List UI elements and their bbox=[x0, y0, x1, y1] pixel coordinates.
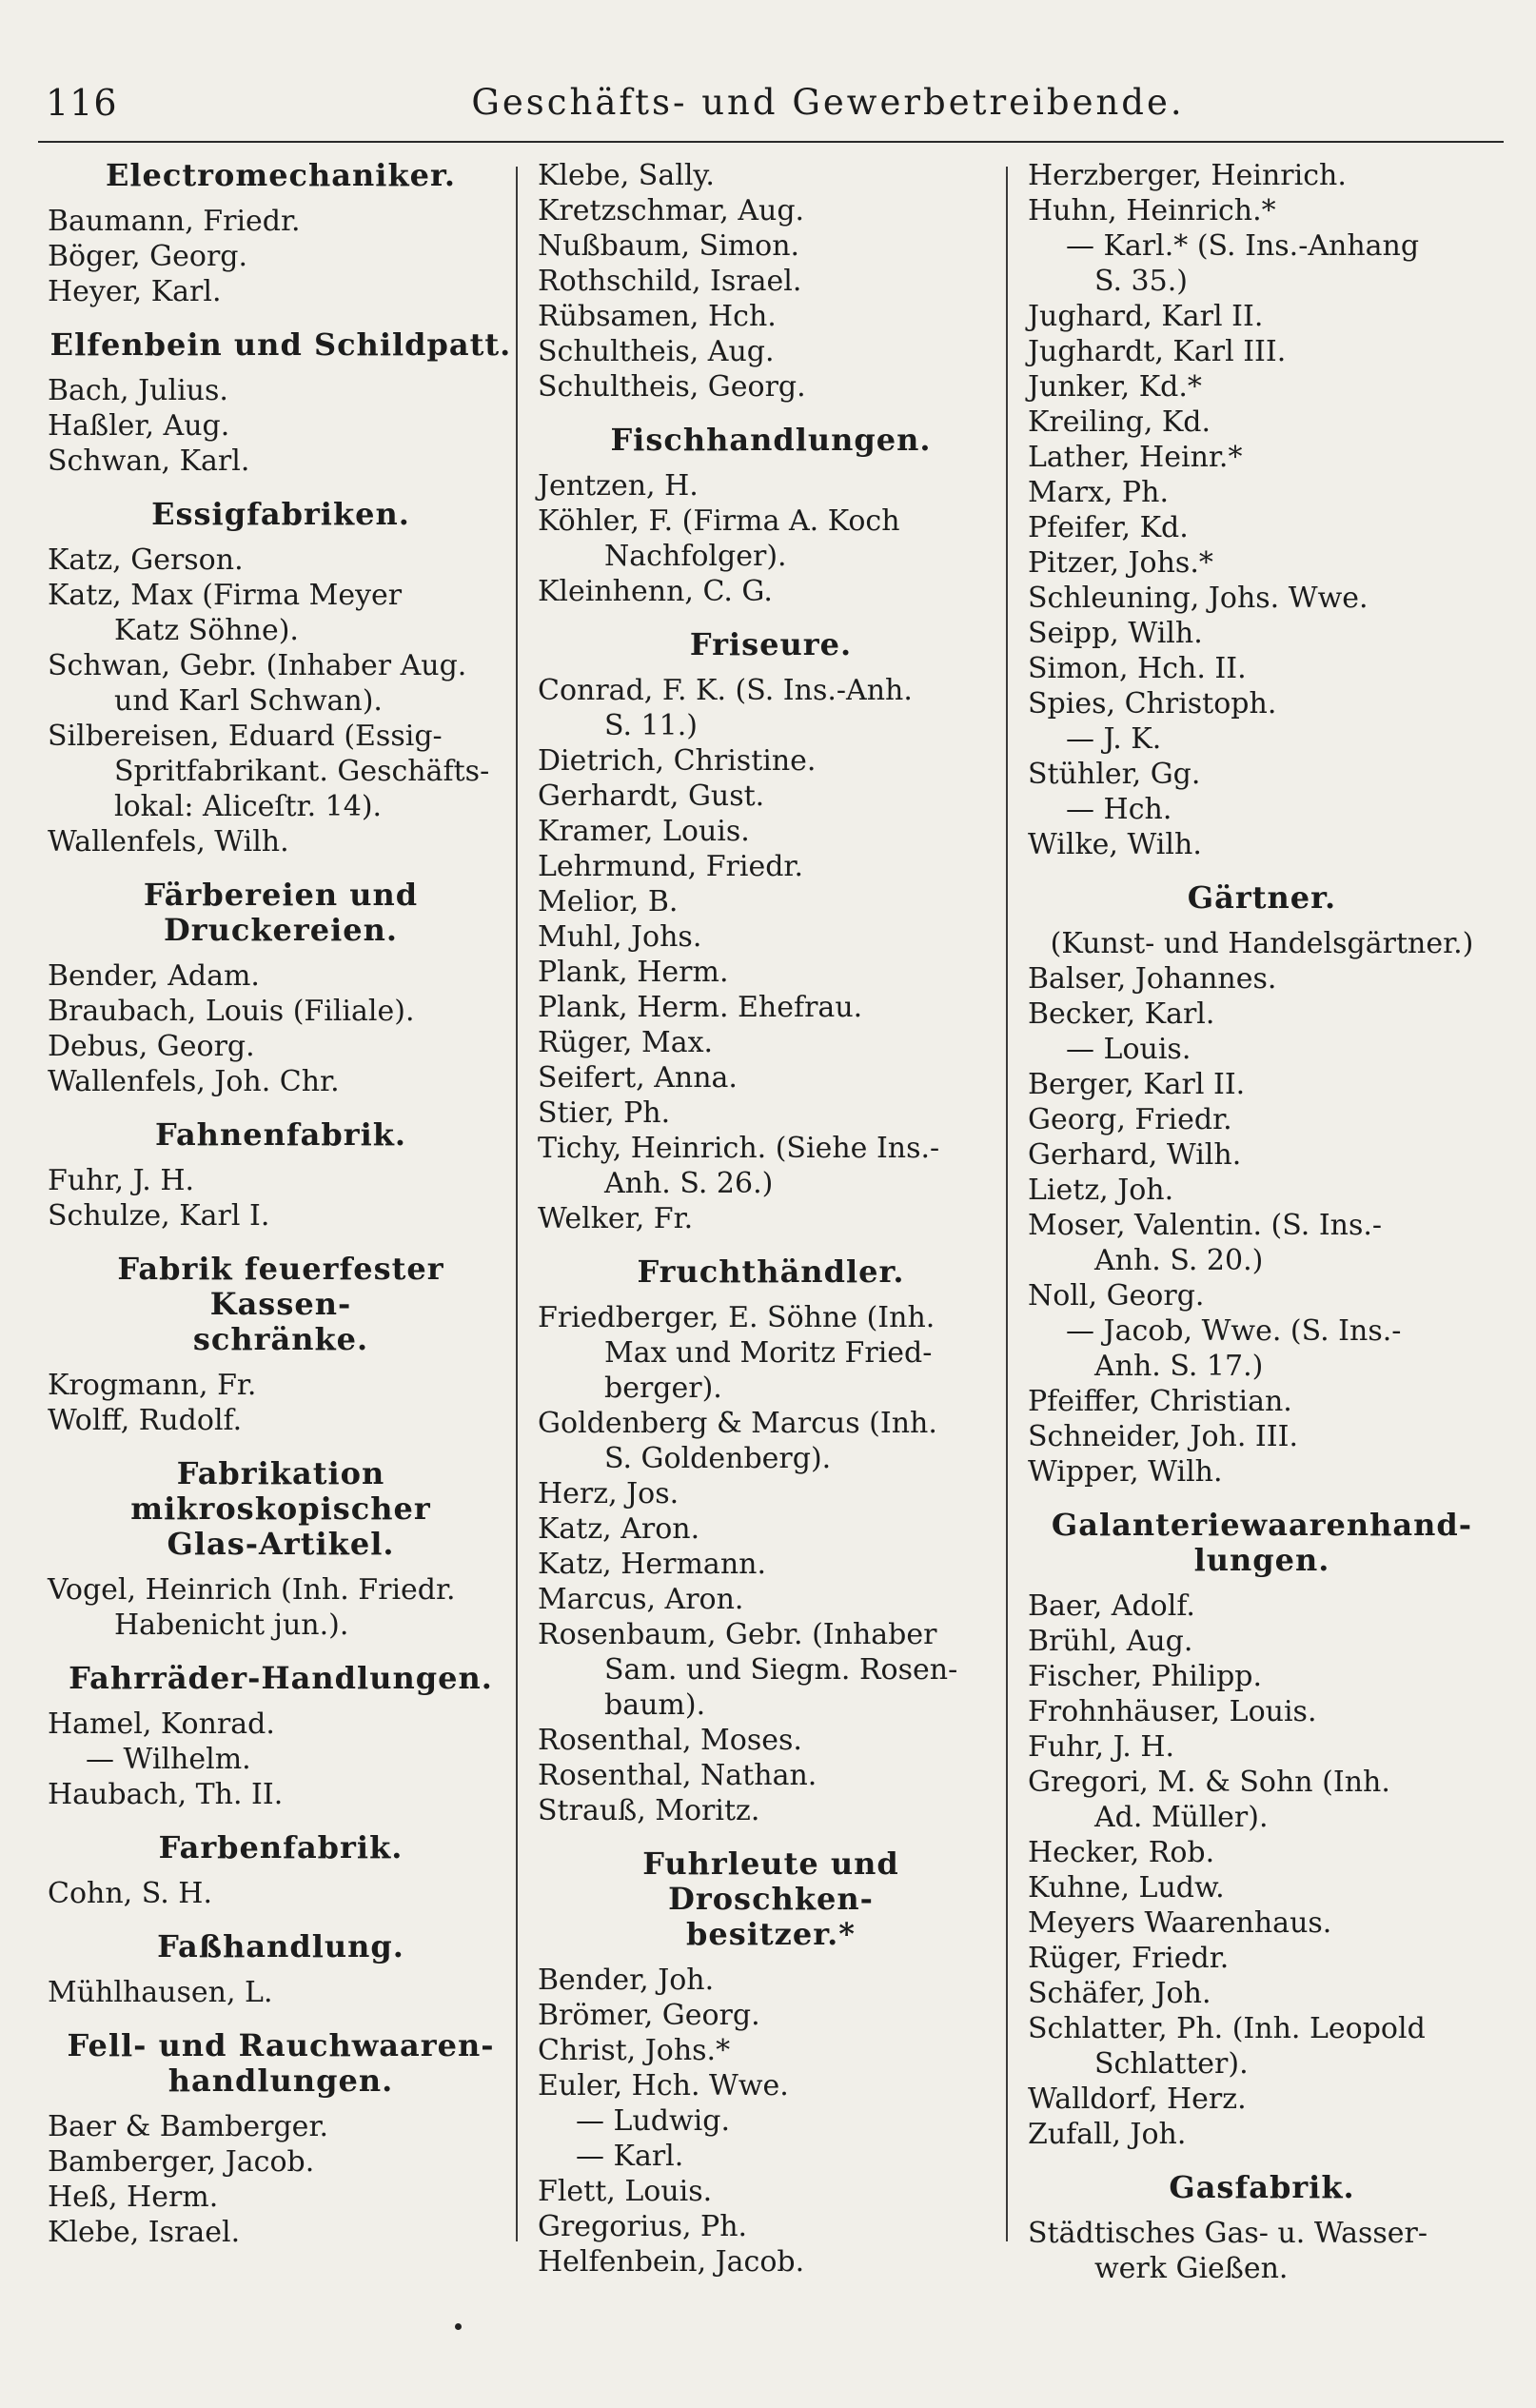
directory-entry: Jughardt, Karl III. bbox=[1028, 335, 1287, 368]
directory-entry: Bach, Julius. bbox=[48, 374, 228, 407]
directory-entry: Plank, Herm. bbox=[538, 956, 729, 989]
section-heading: Fabrikation mikroskopischer bbox=[130, 1455, 431, 1527]
section-heading: Fell- und Rauchwaaren- bbox=[67, 2027, 495, 2063]
directory-entry: Böger, Georg. bbox=[48, 240, 248, 273]
directory-entry: Haßler, Aug. bbox=[48, 409, 230, 443]
directory-entry: Wilke, Wilh. bbox=[1028, 828, 1202, 861]
section-heading: Färbereien und Druckereien. bbox=[143, 877, 419, 948]
directory-entry: — Wilhelm. bbox=[86, 1743, 251, 1776]
directory-entry: Schwan, Karl. bbox=[48, 444, 250, 478]
directory-entry: Hamel, Konrad. bbox=[48, 1707, 275, 1741]
directory-entry: Gregori, M. & Sohn (Inh. bbox=[1028, 1766, 1390, 1799]
directory-entry: — Louis. bbox=[1066, 1033, 1191, 1066]
section-heading: Glas-Artikel. bbox=[167, 1526, 395, 1562]
directory-entry: Jentzen, H. bbox=[538, 469, 699, 503]
running-head: Geschäfts- und Gewerbetreibende. bbox=[471, 82, 1185, 123]
directory-entry: Rosenbaum, Gebr. (Inhaber bbox=[538, 1618, 937, 1651]
directory-entry: Wallenfels, Wilh. bbox=[48, 825, 289, 859]
directory-entry: Rothschild, Israel. bbox=[538, 265, 802, 298]
section-heading: schränke. bbox=[192, 1321, 369, 1357]
directory-entry: Goldenberg & Marcus (Inh. bbox=[538, 1407, 937, 1440]
directory-entry: Herzberger, Heinrich. bbox=[1028, 159, 1347, 192]
section-heading: Fahnenfabrik. bbox=[154, 1116, 407, 1153]
directory-entry: Haubach, Th. II. bbox=[48, 1778, 284, 1811]
directory-entry: Muhl, Johs. bbox=[538, 920, 702, 954]
directory-entry: Tichy, Heinrich. (Siehe Ins.- bbox=[538, 1132, 940, 1165]
section-heading: Farbenfabrik. bbox=[158, 1829, 404, 1865]
directory-entry: Helfenbein, Jacob. bbox=[538, 2245, 805, 2279]
directory-entry-continuation: Nachfolger). bbox=[604, 540, 787, 573]
directory-entry: Lather, Heinr.* bbox=[1028, 441, 1243, 474]
section-heading: besitzer.* bbox=[685, 1916, 856, 1952]
directory-entry: Lehrmund, Friedr. bbox=[538, 850, 803, 883]
directory-entry: Baer & Bamberger. bbox=[48, 2110, 329, 2143]
directory-entry: Debus, Georg. bbox=[48, 1030, 255, 1063]
directory-entry: Rüger, Friedr. bbox=[1028, 1942, 1230, 1975]
directory-entry: Huhn, Heinrich.* bbox=[1028, 194, 1276, 227]
directory-entry: Lietz, Joh. bbox=[1028, 1174, 1174, 1207]
directory-entry: Fuhr, J. H. bbox=[1028, 1730, 1175, 1764]
directory-entry: Stühler, Gg. bbox=[1028, 758, 1201, 791]
section-heading: Essigfabriken. bbox=[151, 496, 410, 532]
page-header bbox=[38, 76, 1504, 133]
directory-entry: Pfeiffer, Christian. bbox=[1028, 1385, 1292, 1418]
directory-entry-continuation: S. 35.) bbox=[1094, 265, 1188, 298]
directory-entry-continuation: Schlatter). bbox=[1094, 2047, 1249, 2081]
directory-entry-continuation: Max und Moritz Fried- bbox=[604, 1336, 933, 1370]
directory-entry-continuation: S. 11.) bbox=[604, 709, 698, 742]
directory-entry: Städtisches Gas- u. Wasser- bbox=[1028, 2217, 1428, 2250]
directory-entry: Brühl, Aug. bbox=[1028, 1625, 1193, 1658]
directory-entry: Walldorf, Herz. bbox=[1028, 2082, 1247, 2116]
directory-entry: Bamberger, Jacob. bbox=[48, 2145, 315, 2179]
directory-entry: Vogel, Heinrich (Inh. Friedr. bbox=[48, 1573, 456, 1607]
directory-entry: Marcus, Aron. bbox=[538, 1583, 744, 1616]
section-heading: Friseure. bbox=[689, 626, 853, 662]
directory-entry: Jughard, Karl II. bbox=[1028, 300, 1264, 333]
directory-entry: Frohnhäuser, Louis. bbox=[1028, 1695, 1317, 1728]
directory-entry: Fischer, Philipp. bbox=[1028, 1660, 1263, 1693]
section-heading: Fabrik feuerfester Kassen- bbox=[117, 1251, 444, 1322]
directory-entry: Schneider, Joh. III. bbox=[1028, 1420, 1298, 1453]
directory-entry: Wipper, Wilh. bbox=[1028, 1455, 1223, 1489]
section-heading: Fruchthändler. bbox=[637, 1253, 905, 1290]
directory-entry-continuation: baum). bbox=[604, 1688, 706, 1722]
directory-entry: Rosenthal, Nathan. bbox=[538, 1759, 817, 1792]
directory-entry: Flett, Louis. bbox=[538, 2175, 713, 2208]
directory-entry: Marx, Ph. bbox=[1028, 476, 1169, 509]
section-heading: Gärtner. bbox=[1187, 879, 1337, 916]
directory-entry: — Ludwig. bbox=[576, 2104, 730, 2138]
directory-entry-continuation: und Karl Schwan). bbox=[114, 684, 383, 718]
print-speck bbox=[455, 2323, 462, 2330]
directory-entry: Schultheis, Aug. bbox=[538, 335, 775, 368]
directory-entry: Fuhr, J. H. bbox=[48, 1164, 195, 1197]
directory-entry: Klebe, Sally. bbox=[538, 159, 715, 192]
directory-entry: — Karl. bbox=[576, 2140, 684, 2173]
column-middle bbox=[538, 158, 1004, 2279]
directory-entry: Pfeifer, Kd. bbox=[1028, 511, 1189, 544]
directory-entry: Rüger, Max. bbox=[538, 1026, 714, 1059]
directory-entry: Berger, Karl II. bbox=[1028, 1068, 1246, 1101]
section-heading: Faßhandlung. bbox=[157, 1928, 404, 1964]
directory-entry: Gregorius, Ph. bbox=[538, 2210, 748, 2243]
column-divider bbox=[1006, 167, 1008, 2241]
directory-entry: Nußbaum, Simon. bbox=[538, 229, 800, 263]
directory-entry: Meyers Waarenhaus. bbox=[1028, 1906, 1332, 1940]
section-heading: handlungen. bbox=[167, 2063, 394, 2099]
directory-entry: Gerhardt, Gust. bbox=[538, 780, 765, 813]
section-note: (Kunst- und Handelsgärtner.) bbox=[1050, 927, 1474, 960]
directory-entry: Schlatter, Ph. (Inh. Leopold bbox=[1028, 2012, 1426, 2045]
directory-entry: Melior, B. bbox=[538, 885, 679, 918]
directory-entry: Katz, Aron. bbox=[538, 1512, 700, 1546]
directory-entry: Gerhard, Wilh. bbox=[1028, 1138, 1242, 1172]
directory-entry: Herz, Jos. bbox=[538, 1477, 679, 1510]
directory-entry-continuation: Sam. und Siegm. Rosen- bbox=[604, 1653, 958, 1687]
directory-entry: Brömer, Georg. bbox=[538, 1999, 760, 2032]
directory-entry: Zufall, Joh. bbox=[1028, 2118, 1187, 2151]
directory-entry: Strauß, Moritz. bbox=[538, 1794, 760, 1827]
directory-entry: — Hch. bbox=[1066, 793, 1172, 826]
directory-entry-continuation: lokal: Aliceſtr. 14). bbox=[114, 790, 383, 823]
directory-entry: Christ, Johs.* bbox=[538, 2034, 731, 2067]
directory-entry: Rübsamen, Hch. bbox=[538, 300, 777, 333]
directory-entry: Becker, Karl. bbox=[1028, 997, 1215, 1031]
directory-entry-continuation: Spritfabrikant. Geschäfts- bbox=[114, 755, 490, 788]
directory-entry: Wolff, Rudolf. bbox=[48, 1404, 243, 1437]
section-heading: lungen. bbox=[1193, 1542, 1330, 1578]
section-heading: Fischhandlungen. bbox=[610, 422, 932, 458]
section-heading: Galanteriewaarenhand- bbox=[1051, 1507, 1473, 1543]
column-right bbox=[1028, 158, 1496, 2285]
directory-entry: Katz, Gerson. bbox=[48, 543, 244, 577]
section-heading: Electromechaniker. bbox=[105, 157, 457, 193]
directory-entry: Georg, Friedr. bbox=[1028, 1103, 1232, 1136]
directory-entry: Schwan, Gebr. (Inhaber Aug. bbox=[48, 649, 467, 682]
directory-entry: Katz, Hermann. bbox=[538, 1548, 766, 1581]
directory-entry: Cohn, S. H. bbox=[48, 1877, 212, 1910]
directory-entry: Schleuning, Johs. Wwe. bbox=[1028, 582, 1369, 615]
directory-entry-continuation: Ad. Müller). bbox=[1094, 1801, 1269, 1834]
directory-entry: Bender, Joh. bbox=[538, 1964, 715, 1997]
directory-entry: Hecker, Rob. bbox=[1028, 1836, 1215, 1869]
directory-entry: — Karl.* (S. Ins.-Anhang bbox=[1066, 229, 1420, 263]
directory-entry: Bender, Adam. bbox=[48, 959, 260, 993]
directory-entry: Dietrich, Christine. bbox=[538, 744, 817, 778]
directory-entry: Klebe, Israel. bbox=[48, 2216, 241, 2249]
directory-entry: — J. K. bbox=[1066, 722, 1162, 756]
directory-entry: Baer, Adolf. bbox=[1028, 1589, 1195, 1623]
directory-entry: Seipp, Wilh. bbox=[1028, 617, 1203, 650]
directory-entry: Schultheis, Georg. bbox=[538, 370, 806, 404]
directory-entry: Junker, Kd.* bbox=[1028, 370, 1202, 404]
header-rule bbox=[38, 141, 1504, 143]
directory-entry: Pitzer, Johs.* bbox=[1028, 546, 1213, 580]
page-number: 116 bbox=[46, 82, 118, 124]
section-heading: Fuhrleute und Droschken- bbox=[642, 1845, 899, 1917]
directory-entry: Wallenfels, Joh. Chr. bbox=[48, 1065, 340, 1098]
directory-entry: Simon, Hch. II. bbox=[1028, 652, 1247, 685]
directory-entry-continuation: Habenicht jun.). bbox=[114, 1609, 349, 1642]
directory-entry: Stier, Ph. bbox=[538, 1096, 671, 1130]
directory-entry: Spies, Christoph. bbox=[1028, 687, 1277, 720]
directory-entry-continuation: S. Goldenberg). bbox=[604, 1442, 832, 1475]
directory-entry: Seifert, Anna. bbox=[538, 1061, 738, 1095]
directory-entry-continuation: werk Gießen. bbox=[1094, 2252, 1289, 2285]
directory-entry-continuation: Anh. S. 20.) bbox=[1094, 1244, 1264, 1277]
directory-entry: Schulze, Karl I. bbox=[48, 1199, 270, 1233]
directory-entry: Moser, Valentin. (S. Ins.- bbox=[1028, 1209, 1383, 1242]
directory-entry: Balser, Johannes. bbox=[1028, 962, 1277, 996]
directory-entry: Mühlhausen, L. bbox=[48, 1976, 273, 2009]
directory-entry: Schäfer, Joh. bbox=[1028, 1977, 1211, 2010]
directory-entry: Kretzschmar, Aug. bbox=[538, 194, 805, 227]
directory-entry: Braubach, Louis (Filiale). bbox=[48, 995, 415, 1028]
directory-entry: Noll, Georg. bbox=[1028, 1279, 1205, 1313]
directory-entry: Friedberger, E. Söhne (Inh. bbox=[538, 1301, 935, 1334]
directory-entry: Rosenthal, Moses. bbox=[538, 1724, 802, 1757]
directory-entry: Heyer, Karl. bbox=[48, 275, 222, 308]
column-left bbox=[48, 158, 514, 2252]
directory-entry: Krogmann, Fr. bbox=[48, 1369, 257, 1402]
directory-entry-continuation: Katz Söhne). bbox=[114, 614, 299, 647]
directory-entry: Conrad, F. K. (S. Ins.-Anh. bbox=[538, 674, 913, 707]
directory-entry-continuation: berger). bbox=[604, 1372, 722, 1405]
directory-entry: Kreiling, Kd. bbox=[1028, 405, 1211, 439]
section-heading: Gasfabrik. bbox=[1169, 2169, 1355, 2205]
section-heading: Elfenbein und Schildpatt. bbox=[49, 326, 512, 363]
directory-entry: Silbereisen, Eduard (Essig- bbox=[48, 720, 443, 753]
directory-entry-continuation: Anh. S. 17.) bbox=[1094, 1350, 1264, 1383]
section-heading: Fahrräder-Handlungen. bbox=[69, 1660, 493, 1696]
directory-entry-continuation: Anh. S. 26.) bbox=[604, 1167, 774, 1200]
directory-entry: Kleinhenn, C. G. bbox=[538, 575, 773, 608]
directory-entry: Katz, Max (Firma Meyer bbox=[48, 579, 403, 612]
directory-entry: Heß, Herm. bbox=[48, 2181, 219, 2214]
column-divider bbox=[516, 167, 518, 2241]
directory-entry: Kuhne, Ludw. bbox=[1028, 1871, 1225, 1905]
directory-entry: Euler, Hch. Wwe. bbox=[538, 2069, 789, 2102]
directory-entry: Welker, Fr. bbox=[538, 1202, 694, 1235]
directory-entry: Köhler, F. (Firma A. Koch bbox=[538, 504, 900, 538]
directory-entry: — Jacob, Wwe. (S. Ins.- bbox=[1066, 1314, 1402, 1348]
directory-entry: Plank, Herm. Ehefrau. bbox=[538, 991, 863, 1024]
directory-entry: Kramer, Louis. bbox=[538, 815, 750, 848]
directory-entry: Baumann, Friedr. bbox=[48, 205, 301, 238]
